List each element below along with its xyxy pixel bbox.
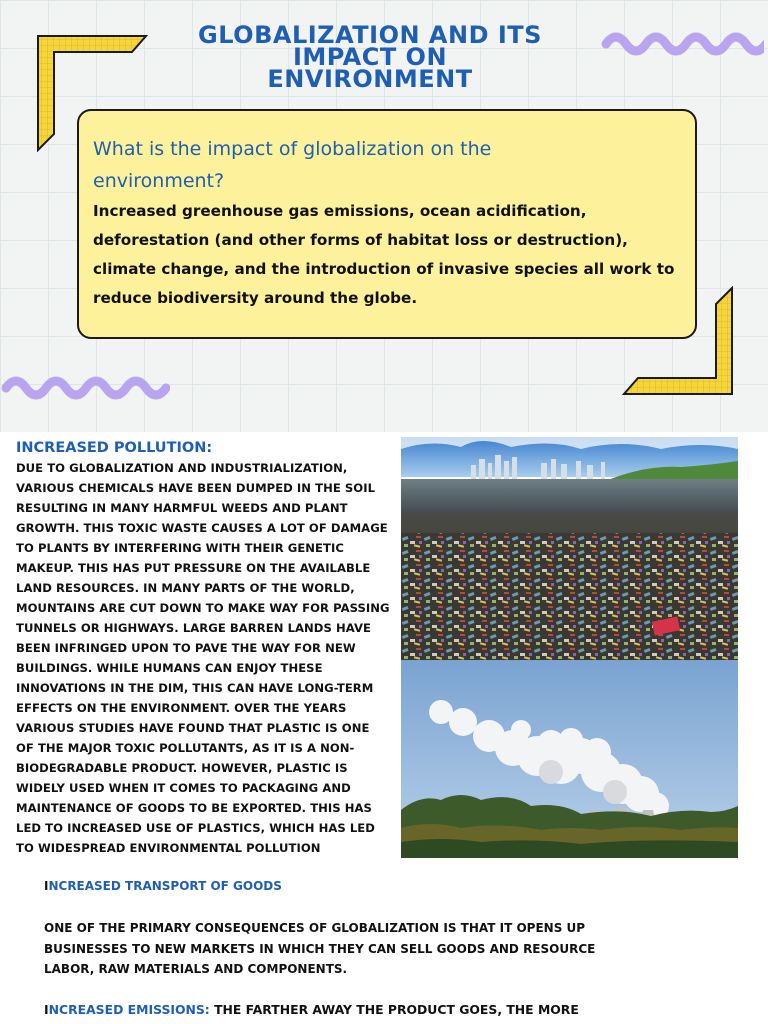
question-card — [77, 109, 697, 339]
card-answer: Increased greenhouse gas emissions, ocean acidification, deforestation (and other forms of habitat loss or destruction), climate change, and the introduction of invasive species all work to reduce biodiversity around the globe. — [93, 202, 675, 307]
title-line-2: IMPACT ON — [292, 43, 448, 71]
card-question: What is the impact of globalization on the environment? — [93, 138, 492, 192]
emissions-line — [44, 1000, 579, 1020]
emissions-body: THE FARTHER AWAY THE PRODUCT GOES, THE MORE — [209, 1002, 579, 1017]
title-line-1: GLOBALIZATION AND ITS — [198, 21, 542, 49]
title-line-3: ENVIRONMENT — [267, 65, 473, 93]
page-title — [150, 21, 590, 93]
transport-body: ONE OF THE PRIMARY CONSEQUENCES OF GLOBALIZATION IS THAT IT OPENS UP BUSINESSES TO NEW MARKETS IN WHICH THEY CAN SELL GOODS AND RESOURCE LABOR, RAW MATERIALS AND COMPONENTS. — [44, 921, 596, 976]
pollution-heading: INCREASED POLLUTION: — [16, 440, 213, 456]
emissions-heading-initial: I — [44, 1002, 49, 1017]
purple-wave-top-right — [600, 24, 764, 64]
header-background — [0, 0, 768, 432]
transport-heading-text: NCREASED TRANSPORT OF GOODS — [48, 879, 282, 893]
emissions-heading-text: NCREASED EMISSIONS: — [48, 1002, 210, 1017]
pollution-section — [16, 438, 391, 858]
pollution-body: DUE TO GLOBALIZATION AND INDUSTRIALIZATION, VARIOUS CHEMICALS HAVE BEEN DUMPED IN THE SOIL RESULTING IN MANY HARMFUL WEEDS AND PLANT GROWTH. THIS TOXIC WASTE CAUSES A LOT OF DAMAGE TO PLANTS BY INTERFERING WITH THEIR GENETIC MAKEUP. THIS HAS PUT PRESSURE ON THE AVAILABLE LAND RESOURCES. IN MANY PARTS OF THE WORLD, MOUNTAINS ARE CUT DOWN TO MAKE WAY FOR PASSING TUNNELS OR HIGHWAYS. LARGE BARREN LANDS HAVE BEEN INFRINGED UPON TO PAVE THE WAY FOR NEW BUILDINGS. WHILE HUMANS CAN ENJOY THESE INNOVATIONS IN THE DIM, THIS CAN HAVE LONG-TERM EFFECTS ON THE ENVIRONMENT. OVER THE YEARS VARIOUS STUDIES HAVE FOUND THAT PLASTIC IS ONE OF THE MAJOR TOXIC POLLUTANTS, AS IT IS A NON-BIODEGRADABLE PRODUCT. HOWEVER, PLASTIC IS WIDELY USED WHEN IT COMES TO PACKAGING AND MAINTENANCE OF GOODS TO BE EXPORTED. THIS HAS LED TO INCREASED USE OF PLASTICS, WHICH HAS LED TO WIDESPREAD ENVIRONMENTAL POLLUTION — [16, 461, 390, 855]
power-plant-emissions-photo — [401, 660, 738, 858]
transport-heading-initial: I — [44, 879, 49, 893]
plastic-pollution-photo — [401, 437, 738, 660]
purple-wave-bottom-left — [0, 368, 170, 408]
transport-heading — [44, 876, 282, 896]
